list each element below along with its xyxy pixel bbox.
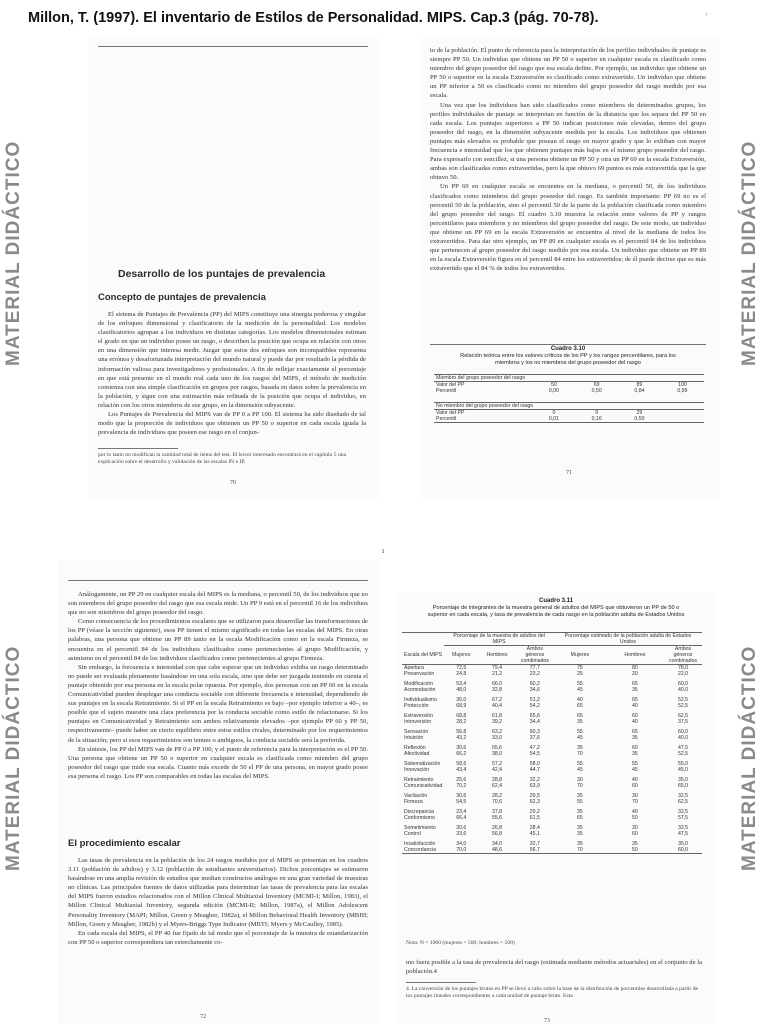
value-cell: 66,0 <box>491 681 503 687</box>
value-cell: 35 <box>632 751 638 757</box>
page-number: 71 <box>566 470 572 476</box>
table-note: Nota: N = 1000 (mujeres = 500; hombres = 500) <box>406 940 515 946</box>
table-row <box>402 839 702 847</box>
value-cell: 52,5 <box>677 751 689 757</box>
value-cell: 32,5 <box>677 809 689 815</box>
scale-name-cell: Afectividad <box>404 751 430 757</box>
value-cell: 57,5 <box>677 815 689 821</box>
paragraph: Los Puntajes de Prevalencia del MIPS van de PP 0 a PP 100. El sistema ha sido diseñado de tal modo que la proporción de individuos que obtienen un PP 50 o superior en cada escala iguala la prevalencia de individuos que poseen ese rasgo en el conjun- <box>98 411 366 437</box>
value-cell: 72,5 <box>456 665 467 671</box>
side-label-bottom-left: MATERIAL DIDÁCTICO <box>3 645 24 871</box>
table-cell: 0,99 <box>677 388 688 394</box>
value-cell: 55 <box>576 761 583 767</box>
value-cell: 40 <box>632 719 638 725</box>
value-cell: 65 <box>576 703 583 709</box>
value-cell: 56,7 <box>529 847 540 853</box>
value-cell: 63,2 <box>491 729 503 735</box>
paragraph: En cada escala del MIPS, el PP 40 fue fijado de tal modo que el porcentaje de la muestra de estandarización con PP 50 o superior correspondiera tan estrechamente co- <box>68 929 368 946</box>
body-text <box>68 590 368 781</box>
value-cell: 32,5 <box>677 825 689 831</box>
value-cell: 40 <box>632 703 638 709</box>
value-cell: 35 <box>576 745 583 751</box>
value-cell: 35,0 <box>677 777 689 783</box>
value-cell: 32,5 <box>677 793 689 799</box>
paragraph: Como consecuencia de los procedimientos escalares que se utilizaron para desarrollar las transformaciones de los PP (véase la sección siguiente), esos PP tienen el mismo significado en todas las escalas del MIPS. En otras palabras, una persona que obtiene un PP 89 tanto en la escala Modificación como en la escala Firmeza, se encuentra en el percentil 84 de los individuos clasificados como pertenecientes al grupo Modificación, y asimismo en el percentil 84 de los individuos clasificados como pertenecientes al grupo Firmeza. <box>68 618 368 662</box>
paragraph: Las tasas de prevalencia en la población de los 24 rasgos medidos por el MIPS se presentan en los cuadros 3.11 (población de adultos) y 3.12 (población de estudiantes universitarios). Dichos porcentajes se estimaron basándose en una amplia revisión de estudios que median constructos análogos en una gran variedad de muestras no clínicas. Las principales fuentes de datos utilizadas para determinar las tasas de prevalencia para las escalas del MIPS fueron estudios relacionados con el Millon Clinical Multiaxial Inventory (MCMI-I; Millon, 1983), el Millon Clinical Multiaxial Inventory, segunda edición (MCMI-II; Millon, 1987a), el Millon Adolescent Personality Inventory (MAPI; Millon, Green y Meagher, 1982a), el Millon Behavioral Health Inventory (MBHI; Millon, Green y Meagher, 1982b) y el Myers-Briggs Type Indicator (MBTI; Myers y McCaulley, 1985). <box>68 857 368 928</box>
value-cell: 50 <box>632 847 638 853</box>
value-cell: 52,5 <box>677 703 689 709</box>
value-cell: 45,0 <box>677 767 689 773</box>
table-row <box>402 719 702 727</box>
value-cell: 57,2 <box>491 761 503 767</box>
value-cell: 25,6 <box>456 777 467 783</box>
value-cell: 55 <box>576 799 583 805</box>
value-cell: 45,1 <box>529 831 540 837</box>
value-cell: 35 <box>632 687 638 693</box>
value-cell: 36,0 <box>456 697 467 703</box>
value-cell: 35 <box>576 831 583 837</box>
column-group-header: Porcentaje de la muestra de adultos del MIPS <box>444 633 554 646</box>
value-cell: 23,4 <box>456 809 467 815</box>
value-cell: 55,0 <box>677 761 689 767</box>
value-cell: 60,0 <box>677 681 689 687</box>
value-cell: 38,0 <box>491 751 503 757</box>
value-cell: 28,4 <box>529 825 540 831</box>
page-heading: Desarrollo de los puntajes de prevalencia <box>118 268 326 280</box>
value-cell: 65,6 <box>529 713 540 719</box>
table-cell: 29 <box>636 409 643 416</box>
scale-name-cell: Concordancia <box>404 847 437 853</box>
value-cell: 66,2 <box>456 751 467 757</box>
table-cell: 50 <box>551 382 557 388</box>
value-cell: 40 <box>576 697 583 703</box>
table-cell: 89 <box>636 382 643 388</box>
table-caption <box>426 598 686 619</box>
document-header: Millon, T. (1997). El inventario de Estilos de Personalidad. MIPS. Cap.3 (pág. 70-78). <box>28 10 599 26</box>
value-cell: 33,0 <box>491 735 503 741</box>
column-header: Hombres <box>486 652 508 658</box>
value-cell: 55,6 <box>491 815 503 821</box>
value-cell: 55 <box>576 681 583 687</box>
table-cell: 0,00 <box>548 388 559 394</box>
value-cell: 65 <box>632 697 638 703</box>
table-row <box>402 751 702 759</box>
scale-name-cell: Reflexión <box>404 745 426 751</box>
value-cell: 26,8 <box>491 825 503 831</box>
value-cell: 70 <box>576 783 583 789</box>
scale-name-cell: Introversión <box>404 719 432 725</box>
page-number: 72 <box>200 1014 206 1020</box>
value-cell: 28,8 <box>491 777 503 783</box>
table-caption-text: Relación teórica entre los valores críticos de los PP y los rangos percentilares, para los miembros y los no miembros del grupo poseedor del rasgo <box>460 353 676 366</box>
side-label-top-left: MATERIAL DIDÁCTICO <box>3 140 24 366</box>
page-73 <box>396 592 716 1024</box>
value-cell: 65 <box>576 713 583 719</box>
table-row <box>402 679 702 687</box>
table-row <box>402 703 702 711</box>
value-cell: 53,4 <box>456 681 467 687</box>
value-cell: 65 <box>632 681 638 687</box>
value-cell: 35 <box>576 809 583 815</box>
paragraph: Sin embargo, la frecuencia e intensidad con que cabe esperar que un individuo exhiba un rasgo determinado no puede ser evaluada plenamente basándose en una sola escala, sino que debe ser juzgada teniendo en cuenta el puntaje obtenido por esa persona en la escala polar opuesta. Por ejemplo, dos personas con un PP 60 en la escala Comunicatividad pueden desplegar una conducta sociable con diferente frecuencia e intensidad, dependiendo de sus puntajes en la escala Retraimiento. Si el PP en la escala Retraimiento es bajo –por ejemplo inferior a 40–, es posible que el sujeto muestre una clara preferencia por la conducta sociable como estilo de relacionarse. Si los puntajes en Comunicatividad y Retraimiento son ambos relativamente elevados –por ejemplo PP 60 y PP 50, respectivamente– puede haber un cierto equilibrio entre estos estilos rivales, determinado por los requerimientos de la situación; pero si esos requerimientos son tenues o ambiguos, la conducta sociable será la preferida. <box>68 663 368 744</box>
value-cell: 70,0 <box>456 847 467 853</box>
value-cell: 35 <box>632 735 638 741</box>
value-cell: 37,8 <box>491 809 503 815</box>
table-row <box>402 727 702 735</box>
table-row <box>402 847 702 854</box>
value-cell: 28,2 <box>456 719 467 725</box>
scale-name-cell: Vacilación <box>404 793 428 799</box>
value-cell: 34,0 <box>491 841 503 847</box>
table-title: Cuadro 3.10 <box>550 346 586 352</box>
top-rule <box>98 46 368 47</box>
table-row <box>402 791 702 799</box>
table-cell: Valor del PP <box>436 409 465 416</box>
value-cell: 60 <box>632 745 638 751</box>
value-cell: 60,3 <box>529 729 540 735</box>
table-cell: 9 <box>595 409 599 416</box>
value-cell: 51,2 <box>529 697 540 703</box>
side-label-bottom-right: MATERIAL DIDÁCTICO <box>739 645 760 871</box>
page-70 <box>88 38 380 498</box>
value-cell: 34,6 <box>529 687 540 693</box>
value-cell: 70,2 <box>456 783 467 789</box>
column-header: Mujeres <box>570 652 590 658</box>
scale-name-cell: Firmeza <box>404 799 423 805</box>
value-cell: 50 <box>632 815 638 821</box>
value-cell: 48,0 <box>456 687 467 693</box>
scale-name-cell: Sistematización <box>404 761 441 767</box>
value-cell: 60,0 <box>677 847 689 853</box>
value-cell: 78,0 <box>677 665 689 671</box>
value-cell: 22,0 <box>677 671 689 677</box>
value-cell: 35 <box>576 825 583 831</box>
value-cell: 30,6 <box>456 745 467 751</box>
page-number: 73 <box>544 1018 550 1024</box>
table-row <box>402 775 702 783</box>
value-cell: 47,2 <box>529 745 540 751</box>
value-cell: 37,5 <box>677 719 689 725</box>
section-label: Miembro del grupo poseedor del rasgo <box>436 375 526 381</box>
column-header: Ambos géneros combinados <box>669 646 697 664</box>
scale-name-cell: Modificación <box>404 681 433 687</box>
value-cell: 32,8 <box>491 687 503 693</box>
value-cell: 32,2 <box>529 777 540 783</box>
table-cell <box>661 416 704 423</box>
scale-name-cell: Control <box>404 831 421 837</box>
value-cell: 65 <box>632 729 638 735</box>
value-cell: 66,4 <box>456 815 467 821</box>
value-cell: 40,0 <box>677 735 689 741</box>
value-cell: 65,6 <box>491 745 503 751</box>
scale-name-cell: Apertura <box>404 665 424 671</box>
table-cell: Percentil <box>436 388 457 394</box>
value-cell: 56,8 <box>491 831 503 837</box>
value-cell: 30 <box>632 825 638 831</box>
scale-name-cell: Conformismo <box>404 815 435 821</box>
value-cell: 62,5 <box>677 799 689 805</box>
top-rule <box>68 580 368 581</box>
table-cell: 69 <box>593 382 600 388</box>
page-number: 70 <box>230 480 236 486</box>
column-header: Mujeres <box>452 652 471 658</box>
paragraph: to de la población. El punto de referencia para la interpretación de los perfiles individuales de puntaje es siempre PP 50. Un individuo que obtiene un PP 50 o superior en cualquier escala es clasificado como miembro del grupo poseedor del rasgo que esa escala define. Por ejemplo, un individuo que obtiene un PP 50 o superior en la escala Extraversión es clasificado como extravertido. Un individuo que obtiene un PP inferior a 50 es clasificado como no miembro del grupo poseedor del rasgo medido por esa escala. <box>430 47 706 100</box>
value-cell: 60,0 <box>677 729 689 735</box>
value-cell: 52,5 <box>677 697 689 703</box>
value-cell: 35,0 <box>677 841 689 847</box>
column-header: Ambos géneros combinados <box>520 646 549 664</box>
table-caption <box>460 346 676 367</box>
value-cell: 23,2 <box>529 671 540 677</box>
value-cell: 45 <box>576 687 583 693</box>
value-cell: 62,3 <box>529 799 540 805</box>
value-cell: 35 <box>576 841 583 847</box>
value-cell: 54,5 <box>529 751 540 757</box>
table-title: Cuadro 3.11 <box>538 598 573 604</box>
scale-name-cell: Intuición <box>404 735 424 741</box>
value-cell: 75 <box>576 665 583 671</box>
scale-name-cell: Sometimiento <box>404 825 436 831</box>
value-cell: 45 <box>576 735 583 741</box>
value-cell: 70 <box>576 751 583 757</box>
page-mark: ' <box>706 12 708 21</box>
page-mark: ı <box>382 546 385 555</box>
footnote: por lo tanto no modifican la cantidad total de ítems del test. El lector interesado encontrará en el capítulo 5 una explicación sobre el desarrollo y validación de las escalas IN e IP. <box>98 452 347 465</box>
scale-name-cell: Comunicatividad <box>404 783 443 789</box>
value-cell: 40,4 <box>491 703 503 709</box>
scale-name-cell: Retraimiento <box>404 777 434 783</box>
value-cell: 55 <box>632 761 638 767</box>
scale-name-cell: Innovación <box>404 767 430 773</box>
value-cell: 62,5 <box>677 713 689 719</box>
body-text <box>430 46 706 273</box>
value-cell: 21,2 <box>491 671 503 677</box>
scale-name-cell: Preservación <box>404 671 435 677</box>
value-cell: 68,9 <box>456 703 467 709</box>
table-cell: 0,84 <box>634 388 645 394</box>
footnote: 4. La conversión de los puntajes brutos en PP se llevó a cabo sobre la base de la distribución de porcentiles desarrollada a partir de los puntajes lineales correspondientes a cada unidad de puntaje bruto. Esta <box>406 986 698 999</box>
value-cell: 44,7 <box>529 767 540 773</box>
value-cell: 45 <box>632 767 638 773</box>
value-cell: 58,6 <box>456 761 467 767</box>
value-cell: 60 <box>632 783 638 789</box>
value-cell: 43,2 <box>456 735 467 741</box>
value-cell: 28,2 <box>491 793 503 799</box>
scale-name-cell: Sensación <box>404 729 429 735</box>
value-cell: 29,2 <box>529 809 540 815</box>
table-row <box>402 743 702 751</box>
body-text <box>406 958 702 976</box>
table-row <box>402 711 702 719</box>
value-cell: 35 <box>576 793 583 799</box>
paragraph: El sistema de Puntajes de Prevalencia (PP) del MIPS constituye una sinergia poderosa y singular de los enfoques dimensional y clasificatorio de la medición de la personalidad. Los modelos clasificatorios agrupan a los individuos en distintas categorías. Los modelos dimensionales estiman el grado en que un individuo posee un rasgo, o describen la posición que ocupa en relación con otros en una dimensión que interesa medir. Juzgar que estos dos enfoques son incompatibles representa una errónea y desafortunada interpretación del mundo natural y puede dar por resultado la pérdida de información valiosa para investigadores y profesionales. A fin de reflejar exactamente el porcentaje en que está presente en el mundo real cada uno de los rasgos del MIPS, el método de medición comienza con una simple clasificación en grupos por rasgos, basada en datos sobre la prevalencia en la población, y sigue con una estimación más refinada de la posición que ocupa el individuo, en relación con los otros miembros de ese grupo, en la dimensión subyacente. <box>98 311 366 409</box>
value-cell: 33,6 <box>456 831 467 837</box>
value-cell: 54,5 <box>456 799 467 805</box>
prevalence-percentile-table <box>434 374 704 423</box>
value-cell: 40,0 <box>677 687 689 693</box>
paragraph: Análogamente, un PP 29 en cualquier escala del MIPS es la mediana, o percentil 50, de los individuos que no son miembros del grupo poseedor del rasgo que esa escala mide. Un PP 9 está en el percentil 16 de los individuos que no son miembros del grupo poseedor del rasgo. <box>68 591 368 617</box>
table-cell: 100 <box>678 382 687 388</box>
body-text <box>98 310 366 437</box>
paragraph: En síntesis, los PP del MIPS van de PP 0 a PP 100, y el punto de referencia para la interpretación es el PP 50. Una persona que obtiene un PP 50 o superior en cualquier escala es clasificada como miembro del grupo poseedor del rasgo que mide esa escala. Cuanto más excede de 50 el PP de una persona, en mayor grado posee esa persona el rasgo. Los PP son comparables en todas las escalas del MIPS. <box>68 745 368 780</box>
value-cell: 43,4 <box>456 767 467 773</box>
footnote-rule <box>406 982 476 983</box>
value-cell: 34,0 <box>456 841 467 847</box>
value-cell: 70,6 <box>491 799 503 805</box>
value-cell: 61,8 <box>491 713 503 719</box>
value-cell: 24,8 <box>456 671 467 677</box>
value-cell: 67,2 <box>491 697 503 703</box>
table-row <box>402 687 702 695</box>
table-cell: 0 <box>552 409 556 416</box>
table-row <box>402 695 702 703</box>
value-cell: 54,2 <box>529 703 540 709</box>
scale-name-cell: Acomodación <box>404 687 436 693</box>
table-cell: 0,50 <box>591 388 602 394</box>
paragraph: Un PP 69 en cualquier escala se encuentra en la mediana, o percentil 50, de los individuos clasificados como miembros del grupo poseedor del rasgo. Es también importante: PP 69 no es el percentil 50 de la población, sino el percentil 50 de la parte de la población clasificada como miembro del grupo poseedor del rasgo. El cuadro 3.10 muestra la relación entre valores de PP y rangos percentilares para miembros y no miembros del grupo poseedor del rasgo. De este modo, un individuo que obtiene un PP 69 en la escala Extraversión se encuentra al nivel de la mediana de todos los extravertidos. Para dar otro ejemplo, un PP 89 en cualquier escala es el percentil 84 de los individuos que pertenecen al grupo poseedor del rasgo medido por esa escala. Un individuo que obtiene un PP 89 en la escala Extraversión figura en el percentil 84 entre los extravertidos; de él puede decirse que es más extravertido que el 84 % de todos los extravertidos. <box>430 183 706 273</box>
table-row <box>402 759 702 767</box>
table-cell: Valor del PP <box>436 382 465 388</box>
table-top-rule <box>430 344 706 345</box>
value-cell: 58,0 <box>529 761 540 767</box>
value-cell: 47,5 <box>677 745 689 751</box>
value-cell: 55 <box>576 729 583 735</box>
value-cell: 62,4 <box>491 783 503 789</box>
value-cell: 40 <box>632 777 638 783</box>
value-cell: 56,8 <box>456 729 467 735</box>
table-cell: 0,50 <box>634 415 645 422</box>
table-cell: 0,01 <box>548 415 559 422</box>
footnote-rule <box>98 448 178 449</box>
side-label-top-right: MATERIAL DIDÁCTICO <box>739 140 760 366</box>
scale-name-cell: Insatisfacción <box>404 841 436 847</box>
value-cell: 35 <box>576 719 583 725</box>
value-cell: 61,5 <box>529 815 540 821</box>
table-row <box>402 767 702 775</box>
table-row <box>402 807 702 815</box>
value-cell: 80 <box>632 665 638 671</box>
table-row <box>402 783 702 791</box>
value-cell: 70 <box>632 799 638 805</box>
value-cell: 42,4 <box>491 767 503 773</box>
value-cell: 45 <box>576 767 583 773</box>
value-cell: 30 <box>576 777 583 783</box>
section-heading: El procedimiento escalar <box>68 838 181 849</box>
value-cell: 65 <box>576 815 583 821</box>
table-row <box>402 799 702 807</box>
value-cell: 32,7 <box>529 841 540 847</box>
column-group-header: Porcentaje estimado de la población adulta de Estados Unidos <box>554 633 702 646</box>
scale-name-cell: Protección <box>404 703 429 709</box>
column-header: Escala del MIPS <box>404 651 443 658</box>
value-cell: 34,4 <box>529 719 540 725</box>
scale-name-cell: Discrepancia <box>404 809 434 815</box>
value-cell: 20 <box>632 671 638 677</box>
value-cell: 60 <box>632 831 638 837</box>
table-row <box>402 735 702 743</box>
value-cell: 39,2 <box>491 719 503 725</box>
value-cell: 40 <box>632 809 638 815</box>
value-cell: 70 <box>576 847 583 853</box>
section-heading: Concepto de puntajes de prevalencia <box>98 292 266 303</box>
value-cell: 60 <box>632 713 638 719</box>
value-cell: 30,6 <box>456 825 467 831</box>
value-cell: 60,2 <box>529 681 540 687</box>
table-row <box>402 815 702 823</box>
prevalence-table <box>402 632 702 854</box>
value-cell: 37,6 <box>529 735 540 741</box>
value-cell: 30 <box>632 793 638 799</box>
paragraph: Una vez que los individuos han sido clasificados como miembros de determinados grupos, los perfiles individuales de puntaje se interpretan en función de la distancia que los separa del PP 50 en cada escala. Los puntajes superiores a PP 50 indican posiciones más elevadas, dentro del grupo poseedor del rasgo, en la dimensión subyacente medida por la escala. Los individuos que obtienen puntajes más elevados es probable que posean el rasgo en mayor grado y que lo exhiban con mayor frecuencia e intensidad que los que obtienen puntajes más bajos en el mismo grupo poseedor del rasgo. Para expresarlo con sencillez, si una persona obtiene un PP 50 y otra un PP 69 en la escala Extraversión, ambas son clasificadas como extravertidas, pero la que obtuvo 69 puntos es más extravertida que la que obtuvo 50. <box>430 101 706 182</box>
value-cell: 79,4 <box>491 665 503 671</box>
paragraph: mo fuera posible a la tasa de prevalencia del rasgo (estimada mediante métodos actuariales) en el conjunto de la población.4 <box>406 959 702 976</box>
value-cell: 63,9 <box>529 783 540 789</box>
page-71 <box>420 38 720 498</box>
value-cell: 68,8 <box>456 713 467 719</box>
column-header: Hombres <box>624 652 646 658</box>
value-cell: 35 <box>632 841 638 847</box>
value-cell: 77,7 <box>529 665 540 671</box>
value-cell: 48,6 <box>491 847 503 853</box>
page-72 <box>58 560 380 1024</box>
table-row <box>402 831 702 839</box>
table-cell: 0,16 <box>591 415 602 422</box>
value-cell: 65,0 <box>677 783 689 789</box>
value-cell: 47,5 <box>677 831 689 837</box>
table-caption-text: Porcentaje de integrantes de la muestra general de adultos del MIPS que obtuvieron un PP de 50 o superior en cada escala, y tasa de prevalencia de cada rasgo en la población adulta de Estados Unidos <box>427 605 685 618</box>
scale-name-cell: Individualismo <box>404 697 437 703</box>
table-row <box>402 823 702 831</box>
section-label: No miembro del grupo poseedor del rasgo <box>436 402 534 409</box>
value-cell: 30,6 <box>456 793 467 799</box>
table-row <box>402 671 702 679</box>
table-cell: Percentil <box>436 415 457 422</box>
body-text <box>68 856 368 947</box>
scale-name-cell: Extraversión <box>404 713 433 719</box>
value-cell: 25 <box>576 671 583 677</box>
value-cell: 29,5 <box>529 793 540 799</box>
